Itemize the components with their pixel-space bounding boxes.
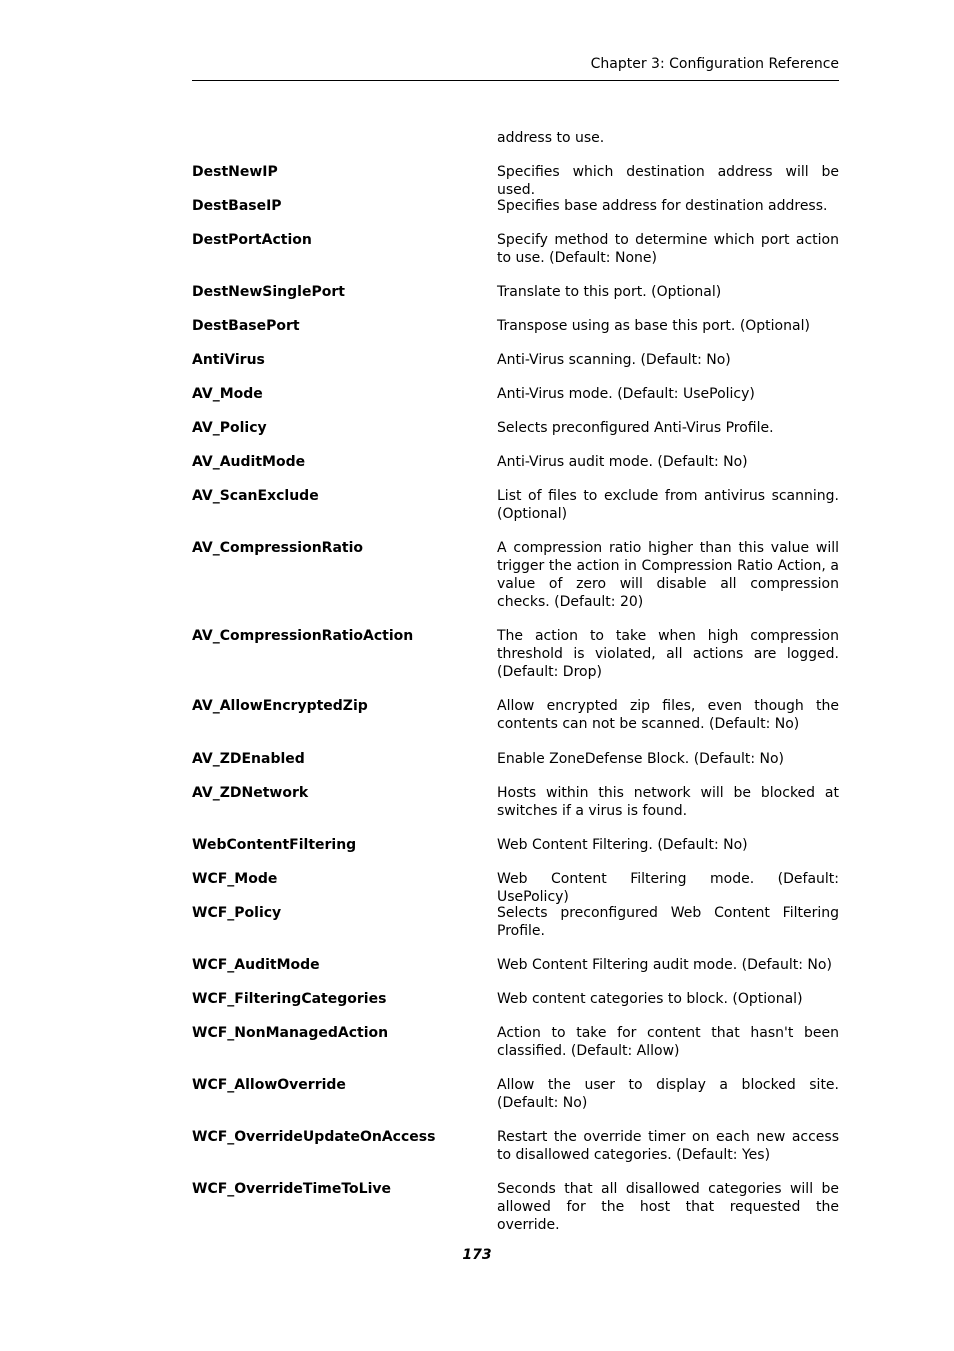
entry-description: Anti-Virus scanning. (Default: No) — [497, 352, 731, 368]
entry-description: Web Content Filtering audit mode. (Default: No) — [497, 957, 832, 973]
entry-term: WebContentFiltering — [192, 837, 357, 853]
entry-description: Translate to this port. (Optional) — [497, 284, 722, 300]
entry-term: DestBasePort — [192, 318, 300, 334]
entry-term: AV_Policy — [192, 420, 267, 436]
entry-term: AV_AuditMode — [192, 454, 306, 470]
entry-term: WCF_AllowOverride — [192, 1077, 346, 1093]
entry-description: Selects preconfigured Web Content Filtering Profile. — [497, 905, 839, 939]
entry-description: Transpose using as base this port. (Optional) — [497, 318, 810, 334]
entry-description: Restart the override timer on each new access to disallowed categories. (Default: Yes) — [497, 1129, 839, 1163]
entry-term: AntiVirus — [192, 352, 265, 368]
entry-description: Anti-Virus audit mode. (Default: No) — [497, 454, 748, 470]
page-number: 173 — [462, 1247, 492, 1263]
entry-description: Action to take for content that hasn't been classified. (Default: Allow) — [497, 1025, 839, 1059]
entry-term: AV_CompressionRatio — [192, 540, 364, 556]
entry-term: DestNewSinglePort — [192, 284, 345, 300]
entry-term: DestBaseIP — [192, 198, 282, 214]
entry-description: Web content categories to block. (Optional) — [497, 991, 803, 1007]
entry-description: The action to take when high compression threshold is violated, all actions are logged. (Default: Drop) — [497, 628, 839, 680]
entry-term: AV_ZDEnabled — [192, 751, 305, 767]
entry-description: A compression ratio higher than this value will trigger the action in Compression Ratio Action, a value of zero will disable all compression checks. (Default: 20) — [497, 540, 839, 610]
entry-description: Selects preconfigured Anti-Virus Profile. — [497, 420, 774, 436]
entry-term: WCF_FilteringCategories — [192, 991, 387, 1007]
entry-description: List of files to exclude from antivirus scanning. (Optional) — [497, 488, 839, 522]
entry-description: Specify method to determine which port action to use. (Default: None) — [497, 232, 839, 266]
entry-description: Allow encrypted zip files, even though the contents can not be scanned. (Default: No) — [497, 698, 839, 732]
entry-description: Anti-Virus mode. (Default: UsePolicy) — [497, 386, 755, 402]
entry-description: Specifies which destination address will be used. — [497, 164, 839, 198]
entry-term: AV_CompressionRatioAction — [192, 628, 414, 644]
entry-term: WCF_Policy — [192, 905, 282, 921]
entry-description: Seconds that all disallowed categories will be allowed for the host that requested the override. — [497, 1181, 839, 1233]
entry-term: AV_ZDNetwork — [192, 785, 309, 801]
entry-term: DestPortAction — [192, 232, 312, 248]
entry-term: AV_ScanExclude — [192, 488, 319, 504]
entry-term: WCF_OverrideUpdateOnAccess — [192, 1129, 436, 1145]
entry-description: Specifies base address for destination address. — [497, 198, 828, 214]
header-divider — [192, 80, 839, 81]
entry-description: Allow the user to display a blocked site. (Default: No) — [497, 1077, 839, 1111]
entry-description: Web Content Filtering. (Default: No) — [497, 837, 748, 853]
entry-term: WCF_OverrideTimeToLive — [192, 1181, 392, 1197]
entry-term: AV_AllowEncryptedZip — [192, 698, 368, 714]
entry-term: DestNewIP — [192, 164, 278, 180]
entry-description: Web Content Filtering mode. (Default: UsePolicy) — [497, 871, 839, 905]
entry-term: WCF_AuditMode — [192, 957, 320, 973]
chapter-header: Chapter 3: Configuration Reference — [590, 56, 839, 72]
entry-description: Hosts within this network will be blocked at switches if a virus is found. — [497, 785, 839, 819]
entry-description: Enable ZoneDefense Block. (Default: No) — [497, 751, 784, 767]
entry-term: WCF_Mode — [192, 871, 278, 887]
entry-term: WCF_NonManagedAction — [192, 1025, 389, 1041]
continued-description: address to use. — [497, 130, 605, 146]
entry-term: AV_Mode — [192, 386, 263, 402]
